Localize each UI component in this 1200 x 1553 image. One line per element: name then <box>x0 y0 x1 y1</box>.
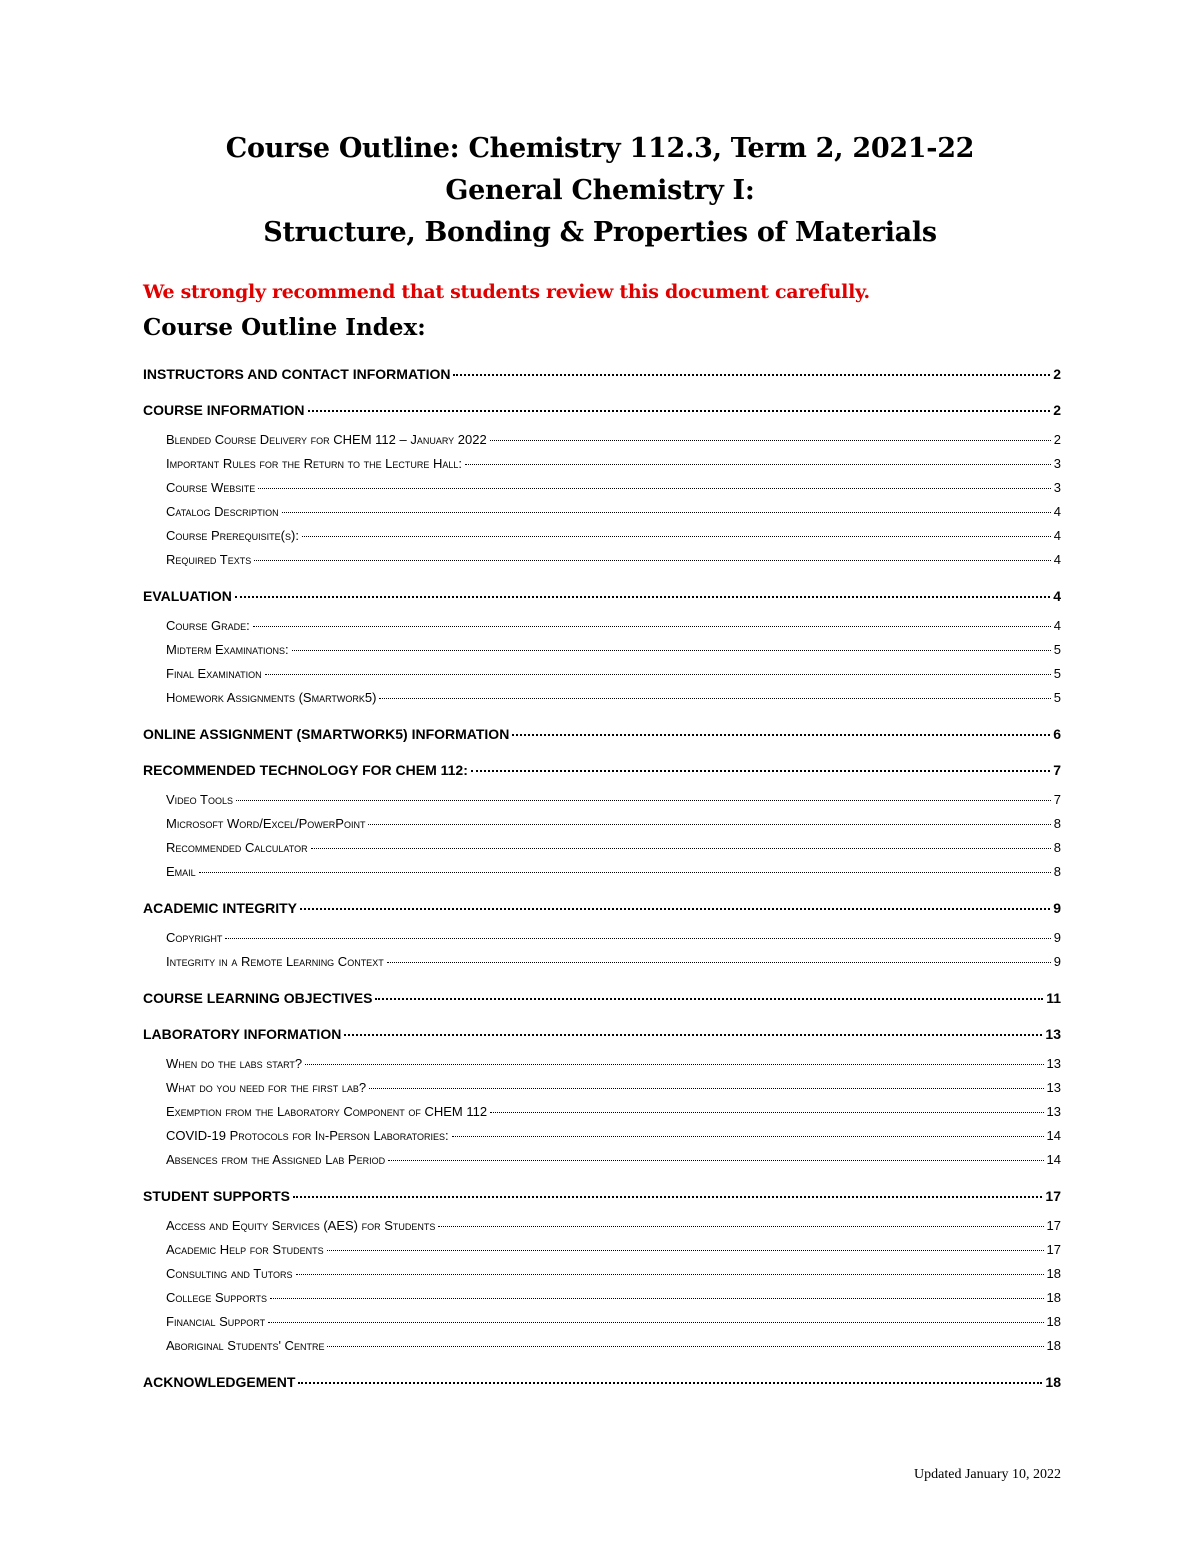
toc-dot-leader <box>298 1372 1042 1384</box>
toc-subentry[interactable] <box>143 638 1061 662</box>
toc-entry[interactable] <box>143 578 1061 614</box>
toc-entry-title: ONLINE ASSIGNMENT (SMARTWORK5) INFORMATION <box>143 726 510 742</box>
toc-dot-leader <box>235 586 1050 598</box>
toc-entry-title: Homework Assignments (Smartwork5) <box>166 690 377 705</box>
index-heading: Course Outline Index: <box>143 314 426 341</box>
toc-page-number: 18 <box>1046 1314 1061 1329</box>
toc-entry-title: Course Prerequisite(s): <box>166 528 299 543</box>
toc-page-number: 5 <box>1053 666 1061 681</box>
toc-dot-leader <box>292 640 1051 651</box>
toc-entry-title: What do you need for the first lab? <box>166 1080 367 1095</box>
toc-dot-leader <box>254 550 1051 561</box>
toc-dot-leader <box>379 688 1050 699</box>
toc-page-number: 6 <box>1053 726 1061 742</box>
toc-entry-title: Integrity in a Remote Learning Context <box>166 954 384 969</box>
toc-dot-leader <box>344 1024 1042 1036</box>
toc-page-number: 14 <box>1046 1152 1061 1167</box>
toc-page-number: 5 <box>1053 690 1061 705</box>
toc-entry-title: Email <box>166 864 196 879</box>
toc-subentry[interactable] <box>143 1310 1061 1334</box>
toc-dot-leader <box>199 862 1051 873</box>
toc-subentry[interactable] <box>143 788 1061 812</box>
toc-dot-leader <box>327 1336 1043 1347</box>
toc-page-number: 4 <box>1053 504 1061 519</box>
toc-page-number: 18 <box>1045 1374 1061 1390</box>
toc-entry-title: COVID-19 Protocols for In-Person Laboratories: <box>166 1128 449 1143</box>
toc-entry[interactable] <box>143 1178 1061 1214</box>
toc-page-number: 8 <box>1053 864 1061 879</box>
toc-entry-title: Exemption from the Laboratory Component of CHEM 112 <box>166 1104 488 1119</box>
toc-entry-title: Important Rules for the Return to the Lecture Hall: <box>166 456 463 471</box>
toc-entry-title: ACADEMIC INTEGRITY <box>143 900 297 916</box>
toc-page-number: 13 <box>1046 1080 1061 1095</box>
toc-page-number: 4 <box>1053 588 1061 604</box>
toc-dot-leader <box>327 1240 1044 1251</box>
toc-entry-title: Aboriginal Students' Centre <box>166 1338 325 1353</box>
toc-subentry[interactable] <box>143 836 1061 860</box>
toc-subentry[interactable] <box>143 1286 1061 1310</box>
toc-entry-title: RECOMMENDED TECHNOLOGY FOR CHEM 112: <box>143 762 468 778</box>
title-line-1: Course Outline: Chemistry 112.3, Term 2, 2021-22 <box>225 133 975 164</box>
toc-entry[interactable] <box>143 752 1061 788</box>
toc-entry-title: Copyright <box>166 930 223 945</box>
toc-entry-title: Required Texts <box>166 552 252 567</box>
toc-entry-title: INSTRUCTORS AND CONTACT INFORMATION <box>143 366 451 382</box>
toc-dot-leader <box>308 400 1051 412</box>
toc-page-number: 14 <box>1046 1128 1061 1143</box>
toc-subentry[interactable] <box>143 614 1061 638</box>
toc-dot-leader <box>268 1312 1043 1323</box>
toc-page-number: 8 <box>1053 816 1061 831</box>
toc-dot-leader <box>471 760 1050 772</box>
toc-page-number: 7 <box>1053 792 1061 807</box>
toc-page-number: 7 <box>1053 762 1061 778</box>
toc-entry[interactable] <box>143 716 1061 752</box>
toc-subentry[interactable] <box>143 1100 1061 1124</box>
toc-entry[interactable] <box>143 1364 1061 1400</box>
toc-dot-leader <box>236 790 1051 801</box>
toc-page-number: 18 <box>1046 1266 1061 1281</box>
toc-dot-leader <box>490 1102 1043 1113</box>
toc-page-number: 18 <box>1046 1338 1061 1353</box>
toc-dot-leader <box>375 988 1043 1000</box>
toc-dot-leader <box>465 454 1051 465</box>
toc-subentry[interactable] <box>143 1238 1061 1262</box>
toc-entry[interactable] <box>143 980 1061 1016</box>
toc-entry[interactable] <box>143 392 1061 428</box>
toc-dot-leader <box>452 1126 1044 1137</box>
toc-subentry[interactable] <box>143 1214 1061 1238</box>
toc-entry-title: When do the labs start? <box>166 1056 303 1071</box>
toc-dot-leader <box>225 928 1050 939</box>
toc-dot-leader <box>387 952 1051 963</box>
toc-entry-title: Course Grade: <box>166 618 250 633</box>
toc-page-number: 4 <box>1053 618 1061 633</box>
toc-entry-title: College Supports <box>166 1290 268 1305</box>
toc-subentry[interactable] <box>143 1148 1061 1178</box>
toc-dot-leader <box>282 502 1051 513</box>
toc-page-number: 3 <box>1053 480 1061 495</box>
toc-subentry[interactable] <box>143 686 1061 716</box>
toc-subentry[interactable] <box>143 1334 1061 1364</box>
toc-page-number: 2 <box>1053 402 1061 418</box>
toc-dot-leader <box>490 430 1051 441</box>
toc-entry-title: Absences from the Assigned Lab Period <box>166 1152 386 1167</box>
toc-dot-leader <box>265 664 1051 675</box>
toc-subentry[interactable] <box>143 452 1061 476</box>
toc-entry-title: Recommended Calculator <box>166 840 308 855</box>
toc-page-number: 11 <box>1046 990 1061 1006</box>
toc-page-number: 9 <box>1053 954 1061 969</box>
toc-page-number: 13 <box>1045 1026 1061 1042</box>
toc-entry-title: Midterm Examinations: <box>166 642 289 657</box>
toc-dot-leader <box>368 814 1050 825</box>
toc-entry-title: Video Tools <box>166 792 234 807</box>
toc-entry-title: Consulting and Tutors <box>166 1266 293 1281</box>
toc-entry-title: Blended Course Delivery for CHEM 112 – January 2022 <box>166 432 487 447</box>
review-notice: We strongly recommend that students review this document carefully. <box>143 281 870 303</box>
toc-entry[interactable] <box>143 890 1061 926</box>
title-line-3: Structure, Bonding & Properties of Materials <box>263 217 937 248</box>
toc-subentry[interactable] <box>143 1052 1061 1076</box>
toc-page-number: 13 <box>1046 1056 1061 1071</box>
toc-dot-leader <box>453 364 1050 376</box>
toc-dot-leader <box>311 838 1051 849</box>
toc-dot-leader <box>369 1078 1043 1089</box>
toc-page-number: 3 <box>1053 456 1061 471</box>
toc-page-number: 13 <box>1046 1104 1061 1119</box>
toc-entry-title: STUDENT SUPPORTS <box>143 1188 291 1204</box>
toc-page-number: 4 <box>1053 552 1061 567</box>
toc-entry-title: Microsoft Word/Excel/PowerPoint <box>166 816 366 831</box>
toc-subentry[interactable] <box>143 812 1061 836</box>
toc-subentry[interactable] <box>143 1124 1061 1148</box>
toc-subentry[interactable] <box>143 1262 1061 1286</box>
toc-dot-leader <box>512 724 1050 736</box>
toc-entry-title: COURSE INFORMATION <box>143 402 305 418</box>
toc-subentry[interactable] <box>143 500 1061 524</box>
toc-dot-leader <box>305 1054 1043 1065</box>
toc-entry-title: Financial Support <box>166 1314 266 1329</box>
title-line-2: General Chemistry I: <box>445 175 755 206</box>
toc-subentry[interactable] <box>143 524 1061 548</box>
toc-dot-leader <box>300 898 1050 910</box>
toc-page-number: 17 <box>1045 1188 1061 1204</box>
table-of-contents <box>143 356 1061 1400</box>
toc-entry-title: COURSE LEARNING OBJECTIVES <box>143 990 373 1006</box>
toc-subentry[interactable] <box>143 860 1061 890</box>
updated-date: Updated January 10, 2022 <box>914 1467 1061 1482</box>
toc-dot-leader <box>302 526 1051 537</box>
toc-page-number: 5 <box>1053 642 1061 657</box>
toc-page-number: 9 <box>1053 900 1061 916</box>
toc-dot-leader <box>438 1216 1043 1227</box>
toc-page-number: 2 <box>1053 366 1061 382</box>
toc-dot-leader <box>258 478 1050 489</box>
toc-entry-title: EVALUATION <box>143 588 232 604</box>
toc-subentry[interactable] <box>143 950 1061 980</box>
toc-page-number: 17 <box>1046 1242 1061 1257</box>
toc-dot-leader <box>253 616 1051 627</box>
toc-page-number: 18 <box>1046 1290 1061 1305</box>
toc-page-number: 2 <box>1053 432 1061 447</box>
toc-dot-leader <box>296 1264 1044 1275</box>
toc-dot-leader <box>388 1150 1043 1161</box>
toc-entry-title: Access and Equity Services (AES) for Students <box>166 1218 436 1233</box>
toc-entry-title: Catalog Description <box>166 504 279 519</box>
toc-dot-leader <box>293 1186 1042 1198</box>
toc-page-number: 4 <box>1053 528 1061 543</box>
toc-subentry[interactable] <box>143 662 1061 686</box>
toc-entry-title: Course Website <box>166 480 256 495</box>
toc-entry-title: Academic Help for Students <box>166 1242 324 1257</box>
toc-entry[interactable] <box>143 1016 1061 1052</box>
toc-subentry[interactable] <box>143 926 1061 950</box>
toc-subentry[interactable] <box>143 476 1061 500</box>
toc-dot-leader <box>270 1288 1043 1299</box>
toc-subentry[interactable] <box>143 428 1061 452</box>
toc-subentry[interactable] <box>143 1076 1061 1100</box>
toc-page-number: 9 <box>1053 930 1061 945</box>
toc-entry[interactable] <box>143 356 1061 392</box>
title-block <box>0 128 1200 254</box>
toc-page-number: 17 <box>1046 1218 1061 1233</box>
toc-page-number: 8 <box>1053 840 1061 855</box>
toc-entry-title: LABORATORY INFORMATION <box>143 1026 342 1042</box>
toc-entry-title: Final Examination <box>166 666 262 681</box>
toc-subentry[interactable] <box>143 548 1061 578</box>
toc-entry-title: ACKNOWLEDGEMENT <box>143 1374 296 1390</box>
